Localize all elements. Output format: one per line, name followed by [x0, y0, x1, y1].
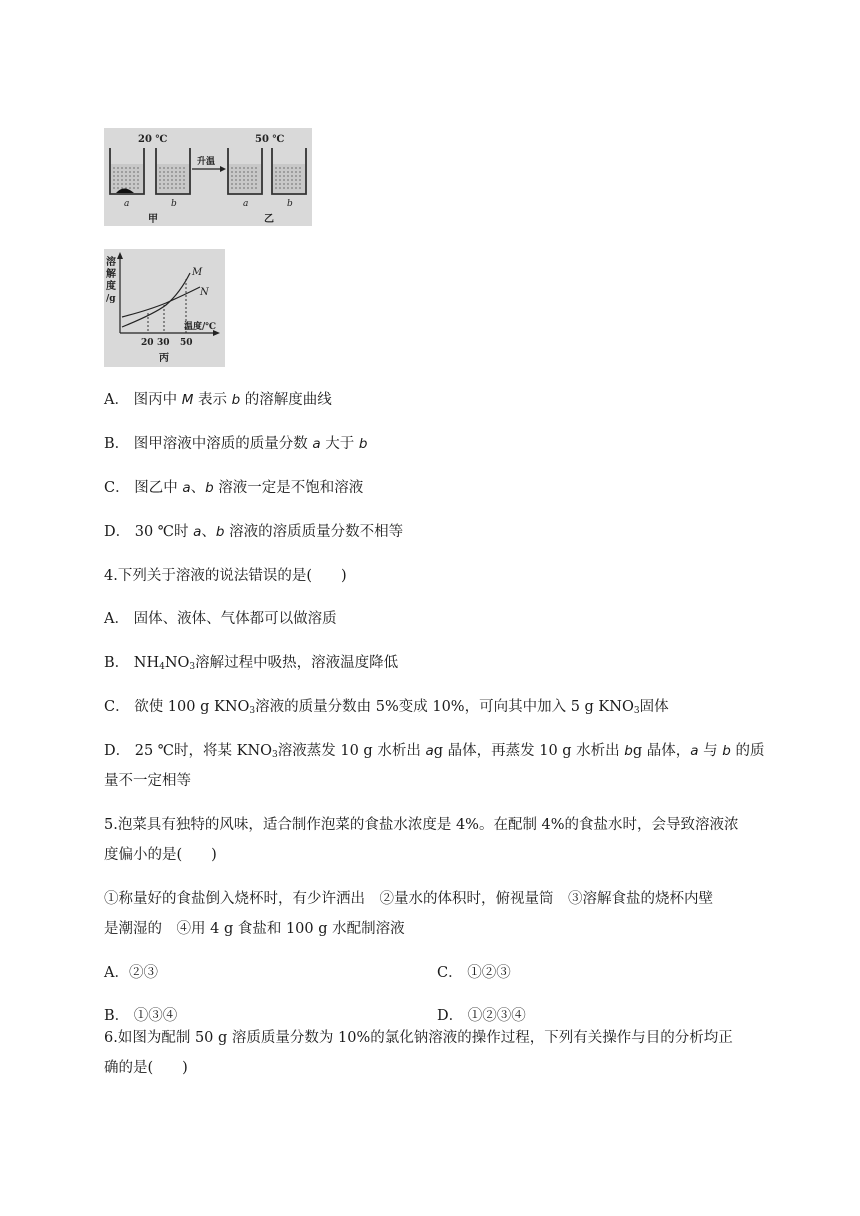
- curve-m-label: M: [192, 267, 203, 278]
- panel-label-yi: 乙: [264, 214, 274, 225]
- beaker-a-left: [110, 148, 144, 194]
- q5-stem-line2: 度偏小的是( ): [104, 847, 217, 863]
- q4-stem: 4.下列关于溶液的说法错误的是( ): [104, 568, 347, 584]
- curve-m: [122, 273, 190, 327]
- beaker-a-right: [228, 148, 262, 194]
- q5-items-line2: 是潮湿的 ④用 4 g 食盐和 100 g 水配制溶液: [104, 921, 405, 937]
- panel-label-jia: 甲: [148, 214, 158, 225]
- beaker-label-3: a: [243, 199, 249, 209]
- q4-option-b: B． $NH_4NO_3$溶解过程中吸热，溶液温度降低: [104, 655, 399, 672]
- q5-option-a: A．②③: [104, 965, 158, 981]
- beakers-diagram: [104, 128, 312, 226]
- beaker-label-2: b: [171, 199, 177, 209]
- curve-n-label: N: [200, 287, 209, 298]
- beaker-b-right: [272, 148, 306, 194]
- q4-option-c: C． 欲使 100 g $KNO_3$溶液的质量分数由 5%变成 10%，可向其中加入 5 g $KNO_3$固体: [104, 699, 669, 716]
- temp-right-label: 50 ℃: [255, 134, 285, 145]
- q3-option-a: A． 图丙中 M 表示 b 的溶解度曲线: [104, 392, 332, 408]
- q6-stem-line1: 6.如图为配制 50 g 溶质质量分数为 10%的氯化钠溶液的操作过程，下列有关操作与目的分析均正: [104, 1030, 733, 1046]
- arrow-label: 升温: [197, 157, 216, 167]
- q4-option-d-line2: 量不一定相等: [104, 773, 191, 789]
- y-label-1: 溶: [106, 257, 116, 268]
- q5-option-b: B． ①③④: [104, 1008, 178, 1024]
- q6-stem-line2: 确的是( ): [104, 1060, 188, 1076]
- q5-option-d: D． ①②③④: [437, 1008, 526, 1024]
- x-tick-50: 50: [180, 338, 193, 348]
- q5-option-c: C． ①②③: [437, 965, 511, 981]
- beaker-label-4: b: [287, 199, 293, 209]
- beaker-b-left: [156, 148, 190, 194]
- solubility-graph: [104, 249, 225, 367]
- beakers-figure: [104, 128, 312, 226]
- y-label-3: 度: [106, 281, 116, 292]
- q3-option-b: B． 图甲溶液中溶质的质量分数 a 大于 b: [104, 436, 368, 452]
- solubility-graph-figure: [104, 249, 225, 367]
- beaker-label-1: a: [124, 199, 130, 209]
- y-label-2: 解: [106, 269, 116, 280]
- x-axis-label: 温度/℃: [184, 322, 217, 332]
- q5-items-line1: ①称量好的食盐倒入烧杯时，有少许洒出 ②量水的体积时，俯视量筒 ③溶解食盐的烧杯内壁: [104, 891, 713, 907]
- panel-label-bing: 丙: [159, 353, 169, 364]
- q3-option-c: C． 图乙中 a、b 溶液一定是不饱和溶液: [104, 480, 364, 496]
- q3-option-d: D． 30 ℃时 a、b 溶液的溶质质量分数不相等: [104, 524, 404, 540]
- temp-left-label: 20 ℃: [138, 134, 168, 145]
- q5-stem-line1: 5.泡菜具有独特的风味，适合制作泡菜的食盐水浓度是 4%。在配制 4%的食盐水时，会导致溶液浓: [104, 817, 739, 833]
- x-tick-20: 20: [141, 338, 154, 348]
- heat-arrow: [192, 155, 226, 172]
- q4-option-d-line1: D． 25 ℃时，将某 $KNO_3$溶液蒸发 10 g 水析出 ag 晶体，再蒸发 10 g 水析出 bg 晶体，a 与 b 的质: [104, 743, 765, 760]
- y-label-4: /g: [106, 294, 116, 304]
- curve-n: [122, 287, 200, 317]
- q4-option-a: A． 固体、液体、气体都可以做溶质: [104, 611, 337, 627]
- x-tick-30: 30: [157, 338, 170, 348]
